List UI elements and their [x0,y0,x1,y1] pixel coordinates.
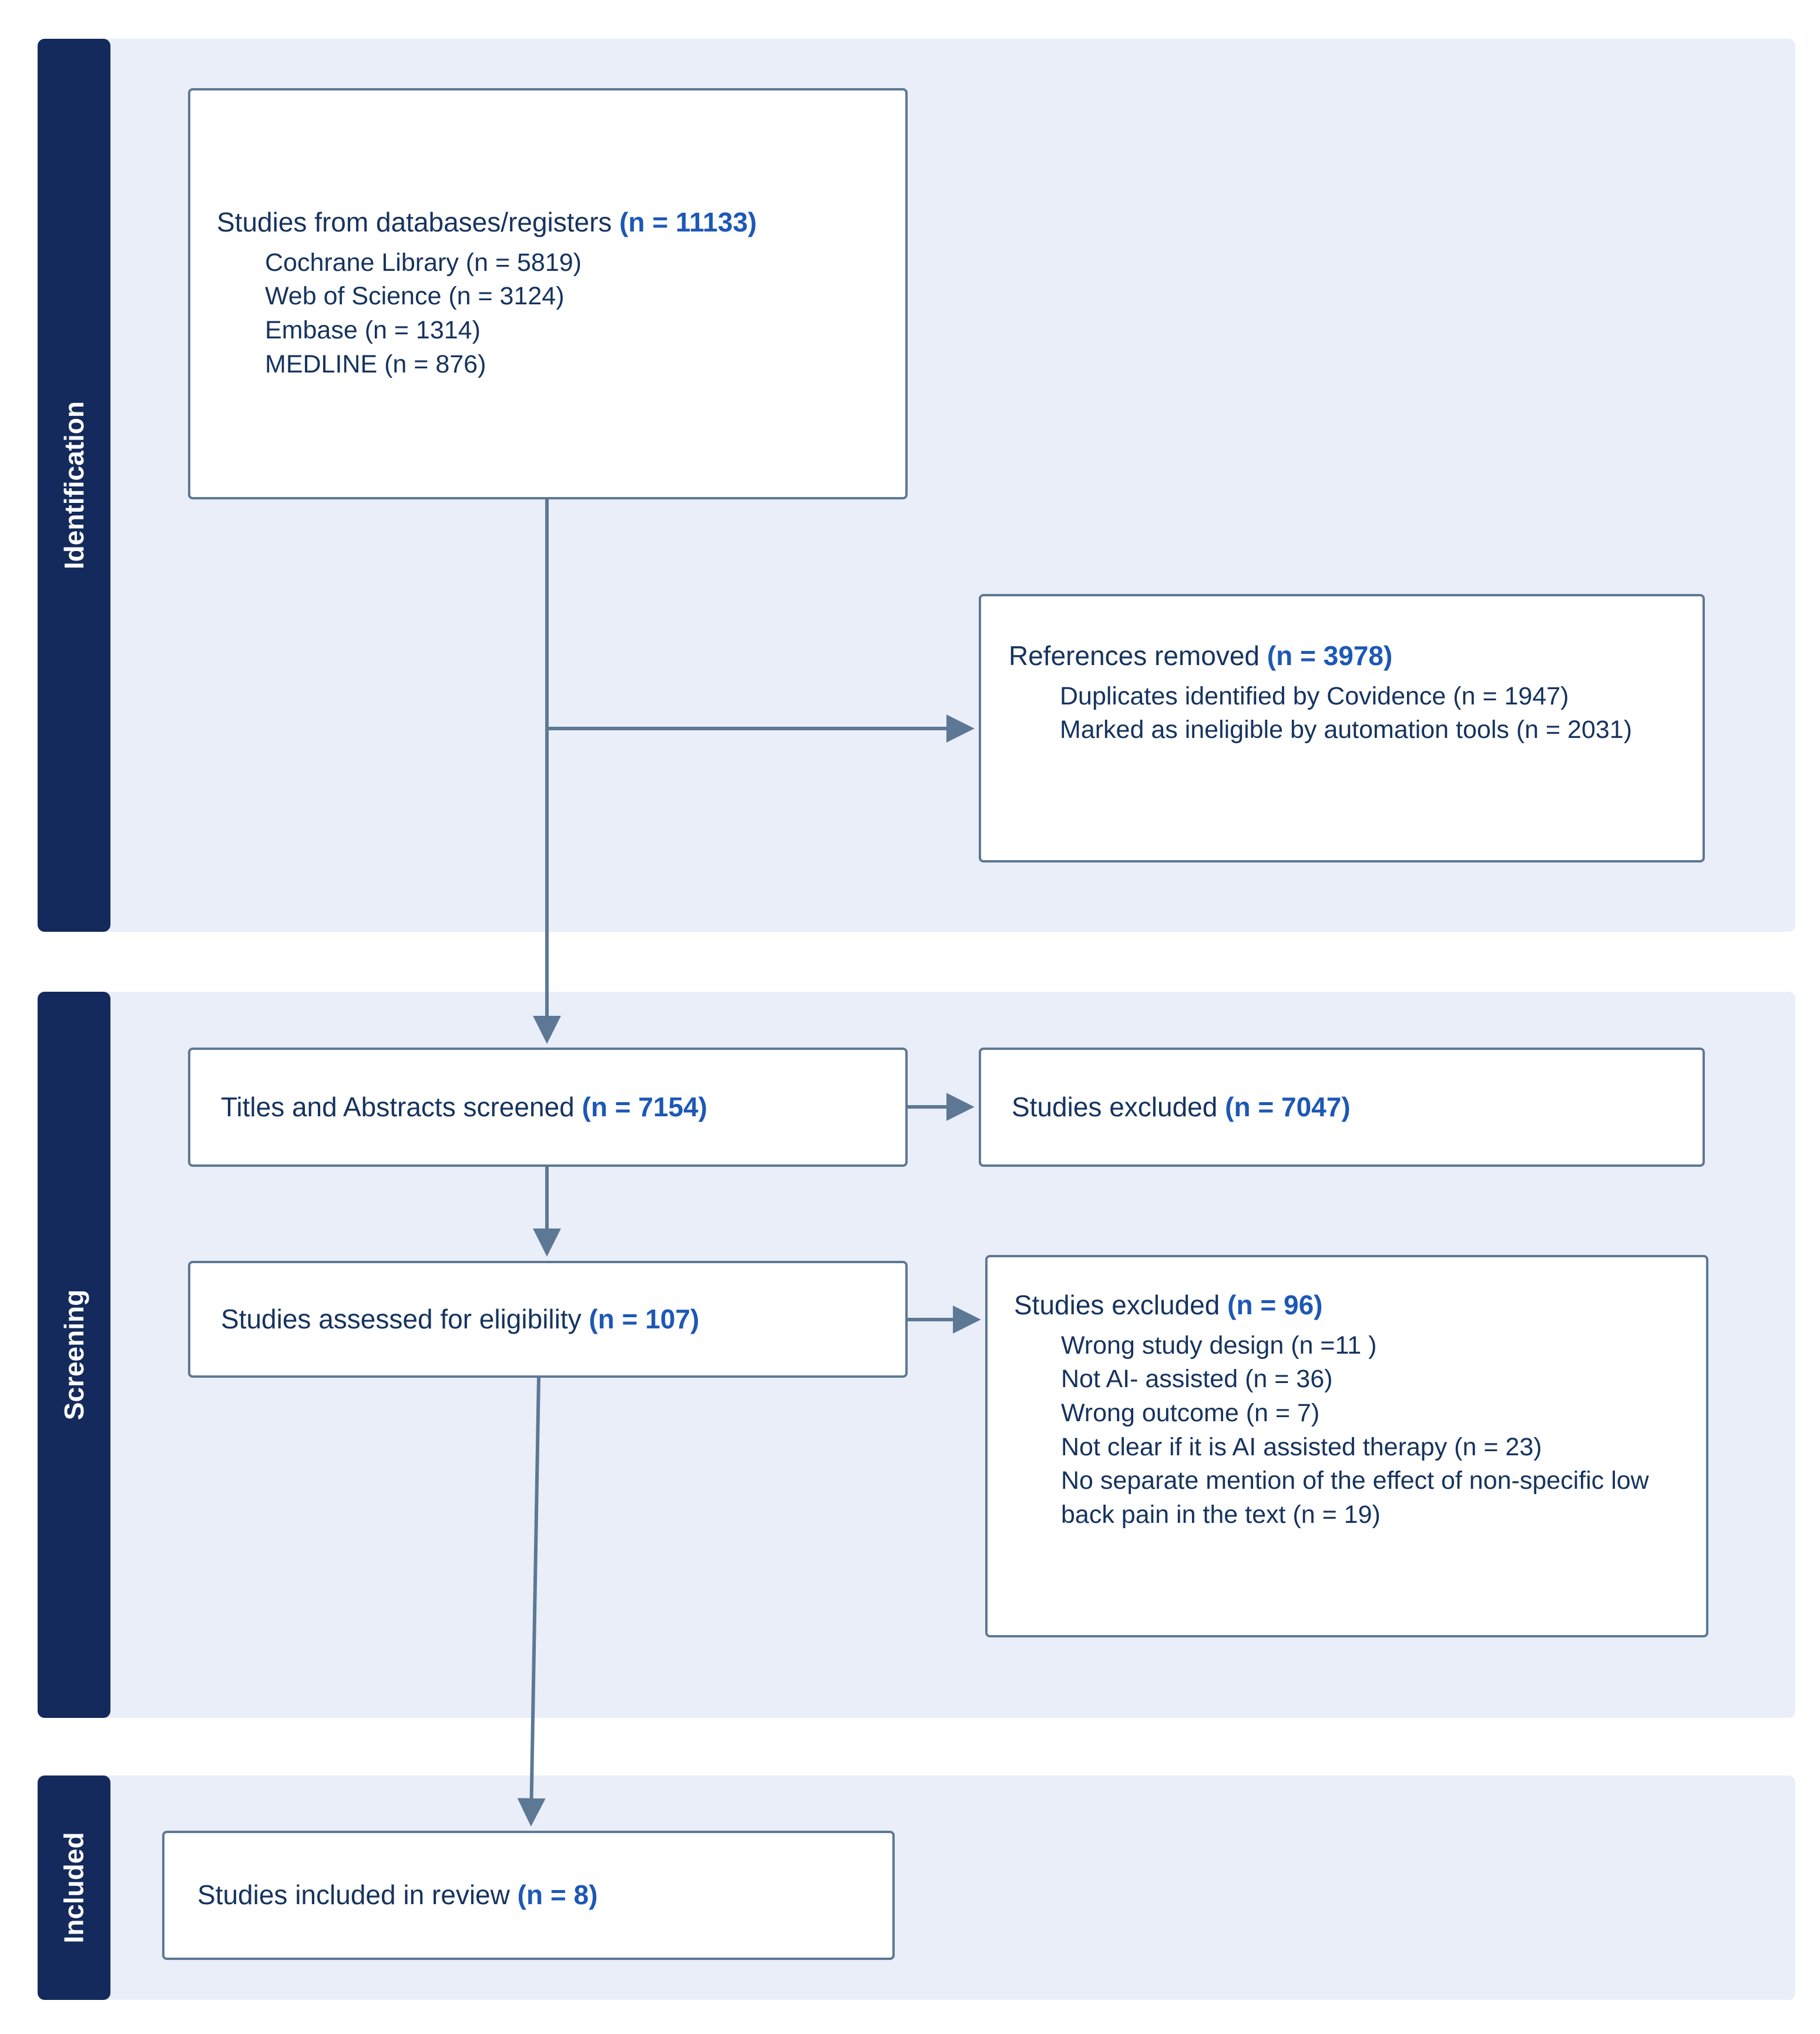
box-title-line [221,1302,699,1337]
box-title: Studies excluded [1014,1290,1220,1320]
list-item: Embase (n = 1314) [265,316,481,345]
box-studies-excluded-screening [979,1048,1705,1167]
box-item-list [265,246,879,381]
box-title-line [1012,1090,1351,1125]
box-title: Studies from databases/registers [217,207,612,237]
list-item: Web of Science (n = 3124) [265,282,565,311]
list-item: No separate mention of the effect of non-specific low back pain in the text (n = 19) [1061,1466,1649,1529]
list-item: Duplicates identified by Covidence (n = 1947) [1060,682,1569,710]
box-title-line [1014,1288,1681,1323]
box-item-list [1061,1329,1681,1532]
phase-label-identification [38,39,110,932]
list-item: Wrong outcome (n = 7) [1061,1399,1320,1428]
list-item: Cochrane Library (n = 5819) [265,248,582,277]
box-title: Studies assessed for eligibility [221,1303,582,1334]
box-count: (n = 7047) [1225,1091,1351,1122]
box-title-line [197,1878,597,1913]
list-item: Wrong study design (n =11 ) [1061,1331,1377,1360]
box-count: (n = 8) [517,1879,598,1911]
list-item: Not clear if it is AI assisted therapy (n = 23) [1061,1432,1542,1461]
box-databases [188,88,908,499]
box-count: (n = 3978) [1267,640,1393,671]
box-studies-included [162,1831,895,1960]
box-title: Titles and Abstracts screened [221,1091,575,1122]
list-item: MEDLINE (n = 876) [265,350,486,378]
phase-label-text: Included [59,1832,89,1944]
phase-label-text: Identification [59,401,90,570]
box-count: (n = 96) [1227,1290,1323,1320]
list-item: Not AI- assisted (n = 36) [1061,1365,1333,1394]
box-title: References removed [1009,640,1260,671]
phase-label-included [38,1775,110,2000]
box-count: (n = 11133) [619,207,757,237]
box-titles-abstracts-screened [188,1048,908,1167]
box-title: Studies excluded [1012,1091,1218,1122]
box-count: (n = 107) [589,1303,700,1334]
box-title-line [1009,639,1674,674]
box-studies-excluded-eligibility [985,1255,1708,1637]
box-item-list [1060,680,1674,747]
phase-label-screening [38,992,110,1718]
box-title-line [221,1090,707,1125]
box-title: Studies included in review [197,1879,510,1911]
box-count: (n = 7154) [582,1091,707,1122]
box-title-line [217,205,879,240]
phase-label-text: Screening [59,1289,90,1421]
box-references-removed [979,594,1705,862]
list-item: Marked as ineligible by automation tools (n = 2031) [1060,716,1633,744]
box-studies-assessed-eligibility [188,1261,908,1378]
